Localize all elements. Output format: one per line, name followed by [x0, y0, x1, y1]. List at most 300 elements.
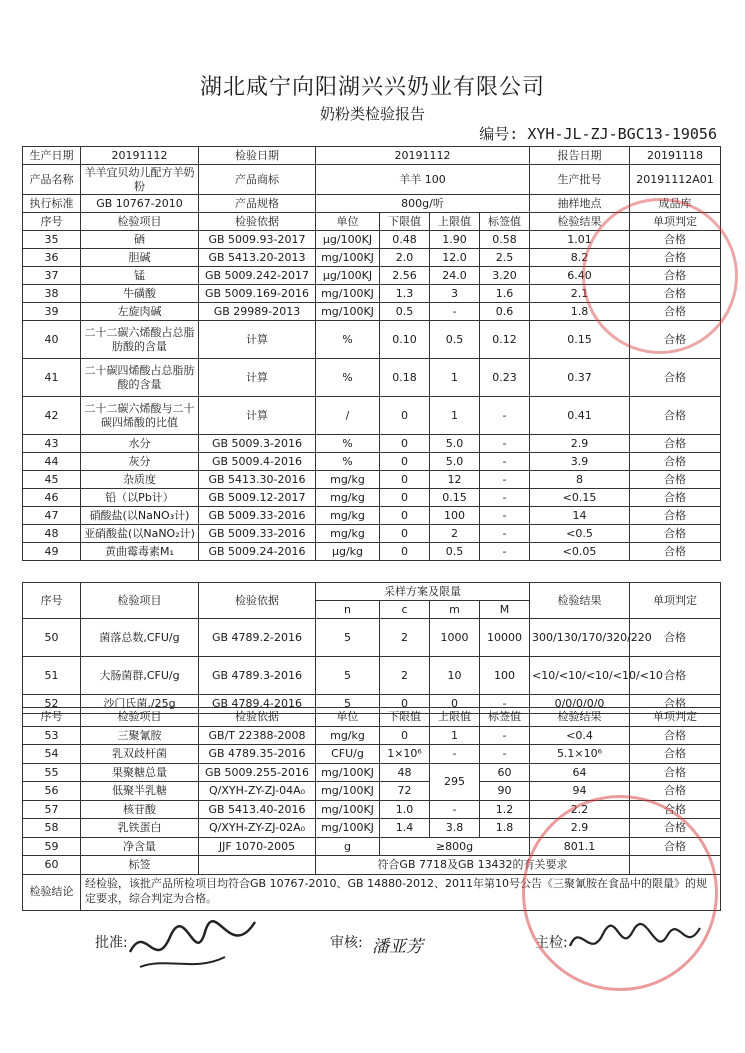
table-row: [23, 489, 721, 507]
cell-basis: GB 4789.35-2016: [199, 745, 316, 764]
cell-high: -: [430, 800, 480, 819]
cell-basis: GB 29989-2013: [199, 303, 316, 321]
cell-basis: GB/T 22388-2008: [199, 726, 316, 745]
conclusion-label: 检验结论: [23, 874, 81, 910]
cell-low: ≥800g: [380, 837, 530, 856]
cell-no: 39: [23, 303, 81, 321]
cell-m: 10: [430, 657, 480, 695]
cell-high: 1.90: [430, 231, 480, 249]
cell-no: 52: [23, 695, 81, 714]
cell-unit: mg/100KJ: [316, 249, 380, 267]
product-name-label: 产品名称: [23, 165, 81, 195]
cell-judge: 合格: [630, 303, 721, 321]
table-row: [23, 763, 721, 782]
cell-result: 3.9: [530, 453, 630, 471]
col-low-b: 下限值: [380, 708, 430, 727]
table-row: [23, 745, 721, 764]
cell-unit: mg/100KJ: [316, 800, 380, 819]
cell-unit: mg/kg: [316, 525, 380, 543]
cell-basis: GB 5009.33-2016: [199, 507, 316, 525]
review-name: 潘亚芳: [372, 937, 423, 957]
cell-low: 0: [380, 397, 430, 435]
approve-label: 批准:: [95, 935, 128, 951]
cell-result: 14: [530, 507, 630, 525]
micro-col-judge: 单项判定: [630, 583, 721, 619]
table-row: [23, 726, 721, 745]
prod-date: 20191112: [81, 147, 199, 165]
cell-result: 801.1: [530, 837, 630, 856]
cell-label-val: -: [480, 471, 530, 489]
inspector-label: 主检:: [535, 935, 568, 951]
batch-label: 生产批号: [530, 165, 630, 195]
cell-judge: 合格: [630, 745, 721, 764]
cell-no: 48: [23, 525, 81, 543]
cell-item: 硝酸盐(以NaNO₃计): [81, 507, 199, 525]
cell-result: 94: [530, 782, 630, 801]
cell-c: 0: [380, 695, 430, 714]
cell-label-val: 0.6: [480, 303, 530, 321]
cell-basis: GB 5009.3-2016: [199, 435, 316, 453]
cell-no: 44: [23, 453, 81, 471]
cell-low: 0.48: [380, 231, 430, 249]
cell-unit: g: [316, 837, 380, 856]
cell-judge: 合格: [630, 489, 721, 507]
cell-label-val: -: [480, 507, 530, 525]
cell-unit: mg/100KJ: [316, 763, 380, 782]
cell-no: 42: [23, 397, 81, 435]
cell-item: 二十二碳六烯酸占总脂肪酸的含量: [81, 321, 199, 359]
cell-result: 2.9: [530, 819, 630, 838]
cell-item: 牛磺酸: [81, 285, 199, 303]
cell-low: 0: [380, 489, 430, 507]
micro-table: [22, 582, 721, 714]
cell-judge: 合格: [630, 507, 721, 525]
cell-unit: mg/kg: [316, 489, 380, 507]
micro-col-c: c: [380, 601, 430, 619]
cell-judge: 合格: [630, 837, 721, 856]
cell-low: 48: [380, 763, 430, 782]
cell-label-val: 0.58: [480, 231, 530, 249]
micro-col-n: n: [316, 601, 380, 619]
cell-item: 三聚氰胺: [81, 726, 199, 745]
cell-high: 295: [430, 763, 480, 800]
cell-high: 1: [430, 359, 480, 397]
cell-low: 0: [380, 543, 430, 561]
cell-low: 0.18: [380, 359, 430, 397]
cell-high: 3: [430, 285, 480, 303]
col-label-val-b: 标签值: [480, 708, 530, 727]
cell-high: -: [430, 745, 480, 764]
cell-unit: %: [316, 321, 380, 359]
cell-result: 8.2: [530, 249, 630, 267]
cell-result: 0.37: [530, 359, 630, 397]
cell-label-val: 0.12: [480, 321, 530, 359]
cell-basis: 计算: [199, 397, 316, 435]
standard: GB 10767-2010: [81, 195, 199, 213]
col-no-b: 序号: [23, 708, 81, 727]
col-unit-b: 单位: [316, 708, 380, 727]
cell-no: 60: [23, 856, 81, 875]
cell-unit: 符合GB 7718及GB 13432的有关要求: [316, 856, 630, 875]
cell-item: 沙门氏菌,/25g: [81, 695, 199, 714]
report-number-value: XYH-JL-ZJ-BGC13-19056: [527, 125, 717, 143]
cell-basis: 计算: [199, 359, 316, 397]
cell-high: 100: [430, 507, 480, 525]
cell-label-val: 1.6: [480, 285, 530, 303]
cell-n: 5: [316, 695, 380, 714]
cell-high: 1: [430, 397, 480, 435]
cell-basis: Q/XYH-ZY-ZJ-04A₀: [199, 782, 316, 801]
micro-col-result: 检验结果: [530, 583, 630, 619]
cell-low: 0: [380, 507, 430, 525]
cell-no: 56: [23, 782, 81, 801]
cell-low: 0: [380, 435, 430, 453]
cell-basis: 计算: [199, 321, 316, 359]
cell-no: 49: [23, 543, 81, 561]
cell-n: 5: [316, 657, 380, 695]
inspect-date-label: 检验日期: [199, 147, 316, 165]
cell-label-val: 3.20: [480, 267, 530, 285]
cell-no: 46: [23, 489, 81, 507]
cell-unit: mg/kg: [316, 471, 380, 489]
table-row: [23, 359, 721, 397]
brand-label: 产品商标: [199, 165, 316, 195]
cell-item: 乳双歧杆菌: [81, 745, 199, 764]
report-number-label: 编号:: [479, 125, 519, 143]
cell-basis: GB 5009.12-2017: [199, 489, 316, 507]
inspection-stamp-top: [582, 198, 738, 354]
cell-result: 2.9: [530, 435, 630, 453]
cell-low: 1×10⁶: [380, 745, 430, 764]
cell-no: 36: [23, 249, 81, 267]
report-number: [479, 123, 717, 144]
cell-low: 1.0: [380, 800, 430, 819]
cell-result: 5.1×10⁶: [530, 745, 630, 764]
cell-M: 10000: [480, 619, 530, 657]
cell-basis: GB 5009.93-2017: [199, 231, 316, 249]
cell-no: 35: [23, 231, 81, 249]
table-row: [23, 397, 721, 435]
cell-no: 45: [23, 471, 81, 489]
cell-judge: 合格: [630, 397, 721, 435]
table-row: [23, 507, 721, 525]
col-no: 序号: [23, 213, 81, 231]
cell-item: 二十碳四烯酸占总脂肪酸的含量: [81, 359, 199, 397]
cell-unit: %: [316, 453, 380, 471]
cell-judge: 合格: [630, 657, 721, 695]
cell-item: 铅（以Pb计）: [81, 489, 199, 507]
cell-result: <10/<10/<10/<10/<10: [530, 657, 630, 695]
cell-label-val: 60: [480, 763, 530, 782]
micro-col-m: m: [430, 601, 480, 619]
cell-result: <0.4: [530, 726, 630, 745]
cell-result: 64: [530, 763, 630, 782]
cell-low: 2.56: [380, 267, 430, 285]
inspection-stamp-bottom: [522, 795, 718, 991]
cell-judge: 合格: [630, 695, 721, 714]
table-row: [23, 525, 721, 543]
cell-basis: GB 5009.33-2016: [199, 525, 316, 543]
cell-unit: mg/100KJ: [316, 782, 380, 801]
cell-label-val: -: [480, 525, 530, 543]
cell-no: 41: [23, 359, 81, 397]
cell-unit: mg/100KJ: [316, 819, 380, 838]
cell-judge: 合格: [630, 435, 721, 453]
cell-basis: GB 5413.30-2016: [199, 471, 316, 489]
cell-m: 1000: [430, 619, 480, 657]
cell-item: 核苷酸: [81, 800, 199, 819]
cell-no: 40: [23, 321, 81, 359]
col-unit: 单位: [316, 213, 380, 231]
cell-judge: 合格: [630, 726, 721, 745]
cell-item: 硒: [81, 231, 199, 249]
cell-no: 54: [23, 745, 81, 764]
report-date-label: 报告日期: [530, 147, 630, 165]
cell-low: 0.10: [380, 321, 430, 359]
col-label-val: 标签值: [480, 213, 530, 231]
cell-label-val: -: [480, 726, 530, 745]
cell-item: 果聚糖总量: [81, 763, 199, 782]
cell-item: 乳铁蛋白: [81, 819, 199, 838]
cell-high: 1: [430, 726, 480, 745]
cell-low: 72: [380, 782, 430, 801]
spec: 800g/听: [316, 195, 530, 213]
cell-high: 24.0: [430, 267, 480, 285]
cell-result: 6.40: [530, 267, 630, 285]
cell-basis: GB 4789.4-2016: [199, 695, 316, 714]
cell-no: 38: [23, 285, 81, 303]
cell-high: 0.5: [430, 321, 480, 359]
cell-no: 51: [23, 657, 81, 695]
col-result: 检验结果: [530, 213, 630, 231]
cell-label-val: 1.2: [480, 800, 530, 819]
cell-unit: /: [316, 397, 380, 435]
col-high-b: 上限值: [430, 708, 480, 727]
conclusion-text: 经检验，该批产品所检项目均符合GB 10767-2010、GB 14880-2012、2011年第10号公告《三聚氰胺在食品中的限量》的规定要求，综合判定为合格。: [81, 874, 721, 910]
cell-label-val: -: [480, 543, 530, 561]
col-basis: 检验依据: [199, 213, 316, 231]
sampling-label: 抽样地点: [530, 195, 630, 213]
report-date: 20191118: [630, 147, 721, 165]
cell-judge: 合格: [630, 249, 721, 267]
table-row: [23, 453, 721, 471]
cell-no: 50: [23, 619, 81, 657]
cell-n: 5: [316, 619, 380, 657]
prod-date-label: 生产日期: [23, 147, 81, 165]
col-item: 检验项目: [81, 213, 199, 231]
cell-low: 1.4: [380, 819, 430, 838]
cell-high: 0.5: [430, 543, 480, 561]
approve-signature: [125, 912, 265, 982]
cell-unit: μg/100KJ: [316, 267, 380, 285]
col-high: 上限值: [430, 213, 480, 231]
cell-judge: 合格: [630, 231, 721, 249]
cell-M: 100: [480, 657, 530, 695]
cell-basis: GB 5009.169-2016: [199, 285, 316, 303]
cell-judge: 合格: [630, 359, 721, 397]
cell-low: 2.0: [380, 249, 430, 267]
cell-unit: mg/100KJ: [316, 303, 380, 321]
cell-low: 0: [380, 453, 430, 471]
cell-judge: 合格: [630, 619, 721, 657]
cell-basis: GB 5009.242-2017: [199, 267, 316, 285]
cell-low: 1.3: [380, 285, 430, 303]
micro-col-M: M: [480, 601, 530, 619]
cell-judge: 合格: [630, 267, 721, 285]
cell-item: 黄曲霉毒素M₁: [81, 543, 199, 561]
table-row: [23, 435, 721, 453]
cell-label-val: -: [480, 397, 530, 435]
cell-judge: 合格: [630, 471, 721, 489]
cell-high: 12.0: [430, 249, 480, 267]
cell-judge: 合格: [630, 763, 721, 782]
cell-result: <0.15: [530, 489, 630, 507]
cell-unit: mg/100KJ: [316, 285, 380, 303]
cell-label-val: -: [480, 489, 530, 507]
table-row: [23, 543, 721, 561]
cell-result: 1.8: [530, 303, 630, 321]
cell-no: 53: [23, 726, 81, 745]
cell-unit: CFU/g: [316, 745, 380, 764]
cell-result: <0.05: [530, 543, 630, 561]
cell-result: 0.15: [530, 321, 630, 359]
cell-result: 0.41: [530, 397, 630, 435]
cell-high: 5.0: [430, 453, 480, 471]
cell-item: 左旋肉碱: [81, 303, 199, 321]
cell-label-val: 1.8: [480, 819, 530, 838]
col-judge: 单项判定: [630, 213, 721, 231]
cell-basis: GB 5009.4-2016: [199, 453, 316, 471]
col-judge-b: 单项判定: [630, 708, 721, 727]
spec-label: 产品规格: [199, 195, 316, 213]
cell-label-val: -: [480, 435, 530, 453]
product-name: 羊羊宜贝幼儿配方羊奶粉: [81, 165, 199, 195]
cell-label-val: 2.5: [480, 249, 530, 267]
cell-result: 0/0/0/0/0: [530, 695, 630, 714]
cell-high: 3.8: [430, 819, 480, 838]
col-item-b: 检验项目: [81, 708, 199, 727]
inspection-table-a: [22, 146, 721, 561]
cell-unit: μg/kg: [316, 543, 380, 561]
standard-label: 执行标准: [23, 195, 81, 213]
cell-M: -: [480, 695, 530, 714]
review-label: 审核:: [330, 935, 363, 951]
col-low: 下限值: [380, 213, 430, 231]
cell-high: 0.15: [430, 489, 480, 507]
col-result-b: 检验结果: [530, 708, 630, 727]
cell-basis: Q/XYH-ZY-ZJ-02A₀: [199, 819, 316, 838]
cell-unit: mg/kg: [316, 726, 380, 745]
cell-result: 8: [530, 471, 630, 489]
cell-judge: 合格: [630, 782, 721, 801]
cell-item: 标签: [81, 856, 199, 875]
cell-high: -: [430, 303, 480, 321]
cell-item: 净含量: [81, 837, 199, 856]
cell-low: 0.5: [380, 303, 430, 321]
cell-unit: %: [316, 435, 380, 453]
table-row: [23, 657, 721, 695]
cell-judge: 合格: [630, 285, 721, 303]
cell-no: 43: [23, 435, 81, 453]
batch: 20191112A01: [630, 165, 721, 195]
cell-low: 0: [380, 471, 430, 489]
micro-col-no: 序号: [23, 583, 81, 619]
micro-col-plan: 采样方案及限量: [316, 583, 530, 601]
cell-label-val: -: [480, 745, 530, 764]
cell-item: 灰分: [81, 453, 199, 471]
cell-low: 0: [380, 726, 430, 745]
cell-judge: 合格: [630, 453, 721, 471]
cell-basis: GB 5413.40-2016: [199, 800, 316, 819]
cell-item: 菌落总数,CFU/g: [81, 619, 199, 657]
cell-no: 37: [23, 267, 81, 285]
cell-basis: JJF 1070-2005: [199, 837, 316, 856]
cell-basis: GB 5413.20-2013: [199, 249, 316, 267]
cell-basis: GB 5009.24-2016: [199, 543, 316, 561]
cell-judge: 合格: [630, 800, 721, 819]
cell-result: 2.1: [530, 285, 630, 303]
cell-result: 1.01: [530, 231, 630, 249]
cell-no: 57: [23, 800, 81, 819]
cell-item: 胆碱: [81, 249, 199, 267]
brand: 羊羊 100: [316, 165, 530, 195]
inspect-date: 20191112: [316, 147, 530, 165]
cell-result: 2.2: [530, 800, 630, 819]
cell-high: 2: [430, 525, 480, 543]
cell-basis: GB 4789.2-2016: [199, 619, 316, 657]
table-row: [23, 619, 721, 657]
cell-label-val: 90: [480, 782, 530, 801]
cell-m: 0: [430, 695, 480, 714]
cell-no: 47: [23, 507, 81, 525]
cell-c: 2: [380, 619, 430, 657]
cell-item: 大肠菌群,CFU/g: [81, 657, 199, 695]
cell-judge: 合格: [630, 321, 721, 359]
cell-basis: GB 5009.255-2016: [199, 763, 316, 782]
cell-item: 二十二碳六烯酸与二十碳四烯酸的比值: [81, 397, 199, 435]
cell-unit: %: [316, 359, 380, 397]
cell-high: 12: [430, 471, 480, 489]
cell-judge: 合格: [630, 543, 721, 561]
cell-judge: 合格: [630, 525, 721, 543]
cell-no: 59: [23, 837, 81, 856]
cell-label-val: 0.23: [480, 359, 530, 397]
cell-basis: GB 4789.3-2016: [199, 657, 316, 695]
col-basis-b: 检验依据: [199, 708, 316, 727]
cell-unit: μg/100KJ: [316, 231, 380, 249]
cell-low: 0: [380, 525, 430, 543]
sampling: 成品库: [630, 195, 721, 213]
micro-col-item: 检验项目: [81, 583, 199, 619]
cell-basis: [199, 856, 316, 875]
cell-high: 5.0: [430, 435, 480, 453]
cell-item: 水分: [81, 435, 199, 453]
cell-label-val: -: [480, 453, 530, 471]
cell-unit: mg/kg: [316, 507, 380, 525]
cell-no: 55: [23, 763, 81, 782]
cell-no: 58: [23, 819, 81, 838]
cell-item: 亚硝酸盐(以NaNO₂计): [81, 525, 199, 543]
table-row: [23, 471, 721, 489]
cell-c: 2: [380, 657, 430, 695]
cell-item: 低聚半乳糖: [81, 782, 199, 801]
cell-judge: 合格: [630, 819, 721, 838]
cell-item: 锰: [81, 267, 199, 285]
cell-result: 300/130/170/320/220: [530, 619, 630, 657]
report-title: 奶粉类检验报告: [319, 105, 425, 123]
company-name: 湖北咸宁向阳湖兴兴奶业有限公司: [199, 75, 545, 100]
cell-item: 杂质度: [81, 471, 199, 489]
